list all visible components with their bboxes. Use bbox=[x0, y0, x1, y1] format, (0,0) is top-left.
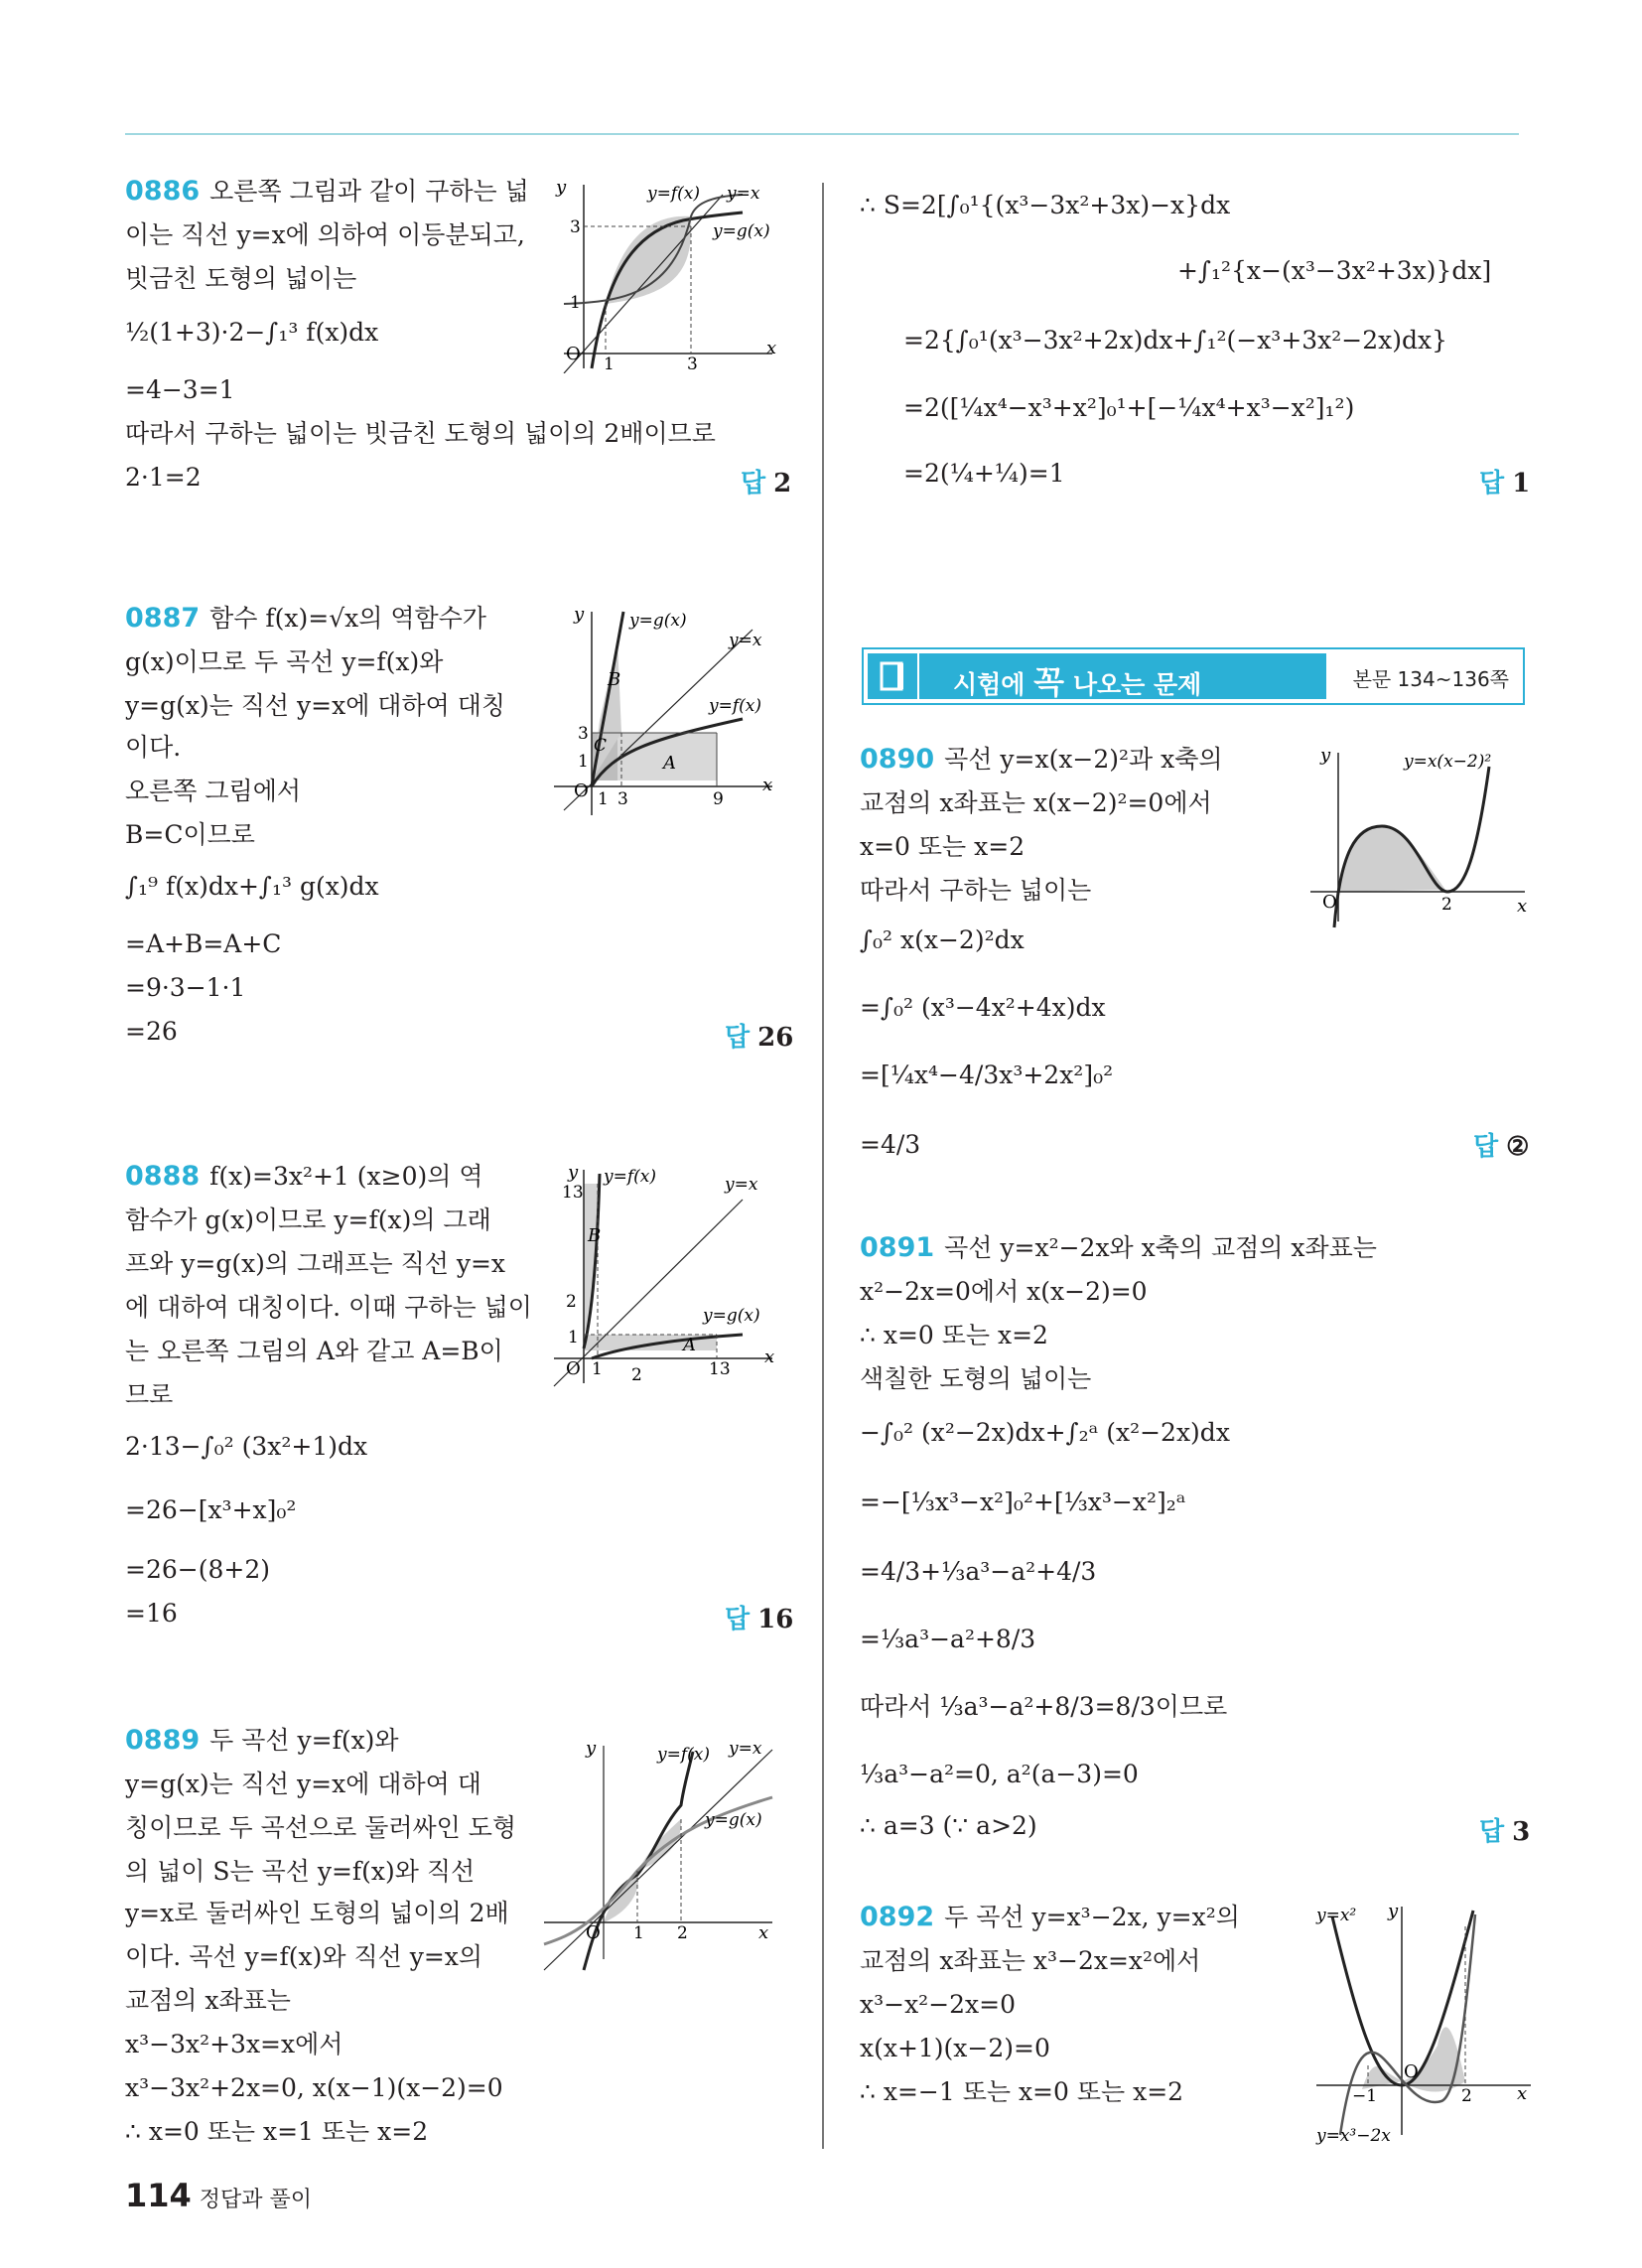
region-label-b: B bbox=[588, 1225, 602, 1246]
tick-label: 2 bbox=[631, 1365, 642, 1385]
problem-number: 0892 bbox=[860, 1902, 935, 1932]
problem-line: ∴ x=0 또는 x=2 bbox=[860, 1321, 1048, 1349]
problem-line: 교점의 x좌표는 bbox=[125, 1986, 291, 2015]
origin-label: O bbox=[566, 1358, 581, 1379]
problem-line: B=C이므로 bbox=[125, 820, 255, 849]
line-label: y=x bbox=[729, 631, 762, 650]
problem-line: 오른쪽 그림에서 bbox=[125, 777, 301, 805]
problem-line: x²−2x=0에서 x(x−2)=0 bbox=[860, 1277, 1148, 1306]
problem-line: ∴ x=−1 또는 x=0 또는 x=2 bbox=[860, 2077, 1184, 2106]
axis-label-x: x bbox=[758, 1922, 769, 1943]
curve-label: y=g(x) bbox=[629, 611, 687, 631]
problem-line: 빗금친 도형의 넓이는 bbox=[125, 264, 357, 293]
figure-0887 bbox=[544, 602, 782, 830]
tick-label: 2 bbox=[566, 1292, 577, 1312]
problem-line: =A+B=A+C bbox=[125, 929, 282, 958]
problem-line: ½(1+3)·2−∫₁³ f(x)dx bbox=[125, 318, 379, 347]
origin-label: O bbox=[1404, 2061, 1419, 2082]
curve-label: y=f(x) bbox=[604, 1167, 656, 1187]
answer: 답 ② bbox=[1473, 1132, 1530, 1162]
problem-line: 므로 bbox=[125, 1380, 174, 1409]
problem-line: =26 bbox=[125, 1017, 178, 1046]
region-label-b: B bbox=[608, 669, 621, 690]
problem-line: y=x로 둘러싸인 도형의 넓이의 2배 bbox=[125, 1899, 509, 1927]
problem-line: x³−3x²+2x=0, x(x−1)(x−2)=0 bbox=[125, 2073, 503, 2102]
tick-label: 13 bbox=[709, 1359, 731, 1379]
problem-line: ⅓a³−a²=0, a²(a−3)=0 bbox=[860, 1760, 1139, 1788]
problem-number: 0887 bbox=[125, 603, 201, 634]
tick-label: 3 bbox=[617, 789, 628, 809]
problem-line: 0889 두 곡선 y=f(x)와 bbox=[125, 1725, 399, 1756]
axis-label-y: y bbox=[586, 1738, 597, 1759]
figure-0886 bbox=[544, 175, 782, 373]
problem-line: ∴ a=3 (∵ a>2) bbox=[860, 1811, 1037, 1840]
answer: 답 1 bbox=[1479, 469, 1531, 498]
problem-line: y=g(x)는 직선 y=x에 대하여 대칭 bbox=[125, 691, 505, 720]
problem-line: 함수가 g(x)이므로 y=f(x)의 그래 bbox=[125, 1205, 491, 1234]
problem-line: x(x+1)(x−2)=0 bbox=[860, 2034, 1050, 2062]
axis-label-y: y bbox=[1320, 745, 1331, 766]
problem-line: g(x)이므로 두 곡선 y=f(x)와 bbox=[125, 647, 444, 676]
problem-line: x=0 또는 x=2 bbox=[860, 832, 1026, 861]
header-rule bbox=[125, 133, 1519, 135]
problem-line: =2(¼+¼)=1 bbox=[903, 459, 1065, 488]
problem-number: 0891 bbox=[860, 1232, 935, 1263]
problem-line: x³−3x²+3x=x에서 bbox=[125, 2030, 343, 2058]
tick-label: 3 bbox=[687, 354, 698, 373]
figure-0890 bbox=[1306, 743, 1535, 941]
problem-line: 따라서 구하는 넓이는 bbox=[860, 876, 1092, 905]
page-number: 114 bbox=[125, 2177, 192, 2214]
line-label: y=x bbox=[727, 184, 760, 204]
section-banner bbox=[862, 647, 1525, 705]
region-label-c: C bbox=[594, 736, 608, 756]
footer-label: 정답과 풀이 bbox=[199, 2188, 313, 2212]
curve-label: y=x(x−2)² bbox=[1404, 752, 1492, 772]
problem-line: 2·13−∫₀² (3x²+1)dx bbox=[125, 1432, 368, 1461]
axis-label-x: x bbox=[766, 338, 777, 358]
line-label: y=x bbox=[725, 1175, 758, 1195]
curve-label: y=x² bbox=[1316, 1906, 1357, 1925]
problem-number: 0886 bbox=[125, 176, 201, 207]
problem-line: 따라서 구하는 넓이는 빗금친 도형의 넓이의 2배이므로 bbox=[125, 419, 716, 448]
curve-label: y=f(x) bbox=[709, 696, 761, 716]
problem-line: x³−x²−2x=0 bbox=[860, 1990, 1016, 2019]
problem-line: 색칠한 도형의 넓이는 bbox=[860, 1364, 1092, 1393]
tick-label: 1 bbox=[578, 752, 589, 772]
figure-0888 bbox=[544, 1160, 782, 1398]
problem-line: =16 bbox=[125, 1599, 178, 1628]
tick-label: 1 bbox=[592, 1359, 603, 1379]
tick-label: 2 bbox=[677, 1923, 688, 1943]
curve-label: y=g(x) bbox=[713, 221, 770, 241]
problem-line: =2([¼x⁴−x³+x²]₀¹+[−¼x⁴+x³−x²]₁²) bbox=[903, 393, 1355, 422]
answer: 답 3 bbox=[1479, 1817, 1531, 1847]
axis-label-y: y bbox=[556, 177, 567, 198]
origin-label: O bbox=[566, 344, 581, 364]
region-label-a: A bbox=[683, 1335, 696, 1355]
problem-number: 0889 bbox=[125, 1725, 201, 1756]
figure-0892 bbox=[1297, 1897, 1535, 2145]
answer: 답 26 bbox=[725, 1023, 794, 1053]
banner-title: 시험에 꼭 나오는 문제 bbox=[953, 663, 1202, 701]
problem-line: 칭이므로 두 곡선으로 둘러싸인 도형 bbox=[125, 1813, 517, 1842]
problem-number: 0888 bbox=[125, 1161, 201, 1192]
axis-label-y: y bbox=[1388, 1901, 1399, 1921]
problem-line: 이다. bbox=[125, 733, 182, 762]
banner-reference: 본문 134~136쪽 bbox=[1352, 667, 1509, 691]
problem-line: =26−[x³+x]₀² bbox=[125, 1495, 297, 1524]
tick-label: 13 bbox=[562, 1183, 584, 1203]
problem-line: −∫₀² (x²−2x)dx+∫₂ᵃ (x²−2x)dx bbox=[860, 1418, 1230, 1447]
curve-label: y=f(x) bbox=[657, 1745, 710, 1765]
problem-line: 따라서 ⅓a³−a²+8/3=8/3이므로 bbox=[860, 1692, 1228, 1721]
problem-line: 2·1=2 bbox=[125, 463, 202, 492]
problem-line: =−[⅓x³−x²]₀²+[⅓x³−x²]₂ᵃ bbox=[860, 1488, 1186, 1516]
problem-line: 0890 곡선 y=x(x−2)²과 x축의 bbox=[860, 744, 1223, 775]
problem-line: =[¼x⁴−4/3x³+2x²]₀² bbox=[860, 1061, 1114, 1089]
problem-line: 0886 오른쪽 그림과 같이 구하는 넓 bbox=[125, 176, 529, 207]
problem-line: ∫₁⁹ f(x)dx+∫₁³ g(x)dx bbox=[125, 872, 379, 901]
problem-line: =2{∫₀¹(x³−3x²+2x)dx+∫₁²(−x³+3x²−2x)dx} bbox=[903, 326, 1448, 354]
curve-label: y=g(x) bbox=[705, 1810, 762, 1830]
problem-line: 프와 y=g(x)의 그래프는 직선 y=x bbox=[125, 1249, 505, 1278]
origin-label: O bbox=[1322, 892, 1337, 913]
problem-line: =4/3+⅓a³−a²+4/3 bbox=[860, 1557, 1097, 1586]
book-icon bbox=[868, 653, 917, 699]
axis-label-x: x bbox=[1517, 896, 1528, 917]
problem-line: =∫₀² (x³−4x²+4x)dx bbox=[860, 993, 1106, 1022]
problem-line: 교점의 x좌표는 x³−2x=x²에서 bbox=[860, 1946, 1201, 1975]
problem-line: =26−(8+2) bbox=[125, 1555, 270, 1584]
problem-line: ∴ x=0 또는 x=1 또는 x=2 bbox=[125, 2117, 429, 2146]
curve-label: y=x³−2x bbox=[1316, 2126, 1391, 2145]
problem-line: 는 오른쪽 그림의 A와 같고 A=B이 bbox=[125, 1337, 503, 1365]
problem-line: 교점의 x좌표는 x(x−2)²=0에서 bbox=[860, 788, 1212, 817]
problem-line: 0891 곡선 y=x²−2x와 x축의 교점의 x좌표는 bbox=[860, 1232, 1377, 1263]
problem-line: 0887 함수 f(x)=√x의 역함수가 bbox=[125, 603, 486, 634]
tick-label: 2 bbox=[1461, 2086, 1472, 2106]
tick-label: 2 bbox=[1441, 895, 1452, 915]
problem-line: 이다. 곡선 y=f(x)와 직선 y=x의 bbox=[125, 1942, 483, 1971]
tick-label: 3 bbox=[578, 724, 589, 744]
problem-line: 이는 직선 y=x에 의하여 이등분되고, bbox=[125, 220, 525, 249]
tick-label: 1 bbox=[570, 293, 581, 313]
column-divider bbox=[822, 183, 824, 2149]
figure-0889 bbox=[534, 1736, 782, 1974]
problem-line: =⅓a³−a²+8/3 bbox=[860, 1625, 1036, 1653]
tick-label: 1 bbox=[633, 1923, 644, 1943]
problem-line: 의 넓이 S는 곡선 y=f(x)와 직선 bbox=[125, 1857, 476, 1886]
tick-label: 1 bbox=[598, 789, 609, 809]
tick-label: 1 bbox=[568, 1328, 579, 1347]
problem-line: =4/3 bbox=[860, 1130, 921, 1159]
tick-label: 9 bbox=[713, 789, 724, 809]
axis-label-x: x bbox=[764, 1347, 775, 1367]
answer: 답 2 bbox=[741, 469, 792, 498]
axis-label-y: y bbox=[568, 1162, 579, 1183]
problem-line: 0892 두 곡선 y=x³−2x, y=x²의 bbox=[860, 1902, 1240, 1932]
origin-label: O bbox=[586, 1922, 601, 1943]
problem-line: +∫₁²{x−(x³−3x²+3x)}dx] bbox=[1177, 256, 1492, 285]
tick-label: 1 bbox=[604, 354, 615, 373]
problem-line: 에 대하여 대칭이다. 이때 구하는 넓이 bbox=[125, 1293, 532, 1322]
axis-label-x: x bbox=[1517, 2083, 1528, 2104]
curve-label: y=g(x) bbox=[703, 1306, 760, 1326]
line-label: y=x bbox=[729, 1739, 762, 1759]
tick-label: 3 bbox=[570, 217, 581, 237]
problem-number: 0890 bbox=[860, 744, 935, 775]
problem-line: =4−3=1 bbox=[125, 375, 235, 404]
region-label-a: A bbox=[663, 753, 676, 774]
answer: 답 16 bbox=[725, 1605, 794, 1634]
curve-label: y=f(x) bbox=[647, 184, 700, 204]
problem-line: ∫₀² x(x−2)²dx bbox=[860, 925, 1025, 954]
problem-line: ∴ S=2[∫₀¹{(x³−3x²+3x)−x}dx bbox=[860, 191, 1231, 219]
tick-label: −1 bbox=[1352, 2086, 1378, 2106]
axis-label-y: y bbox=[574, 604, 585, 625]
problem-line: =9·3−1·1 bbox=[125, 973, 246, 1002]
page-footer bbox=[125, 2177, 312, 2214]
problem-line: 0888 f(x)=3x²+1 (x≥0)의 역 bbox=[125, 1161, 483, 1192]
problem-line: y=g(x)는 직선 y=x에 대하여 대 bbox=[125, 1770, 481, 1798]
axis-label-x: x bbox=[762, 775, 773, 795]
origin-label: O bbox=[574, 780, 589, 801]
